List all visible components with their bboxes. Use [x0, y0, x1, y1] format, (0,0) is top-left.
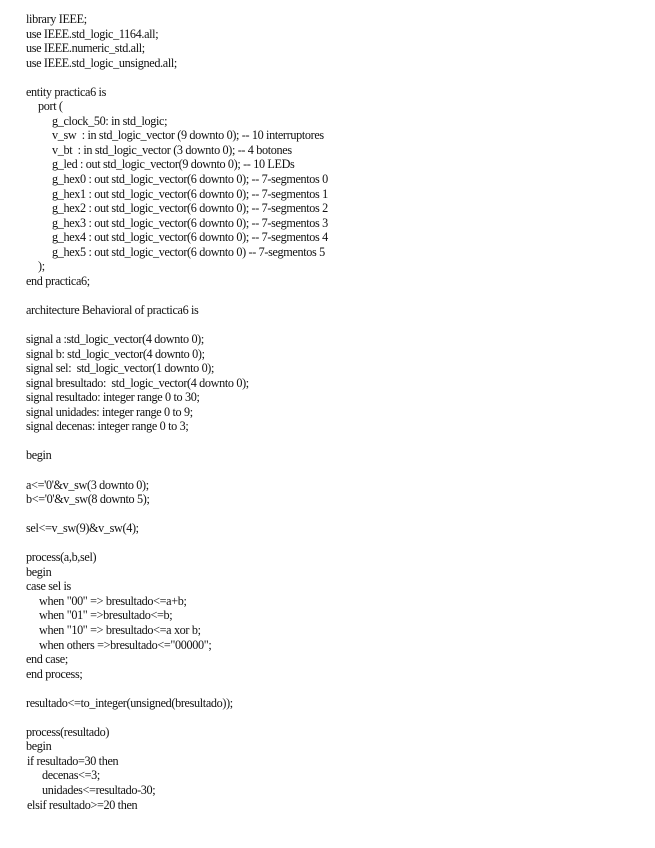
code-line: begin [26, 564, 52, 579]
code-line: begin [26, 739, 52, 754]
code-line: use IEEE.std_logic_1164.all; [26, 26, 159, 41]
blank-line [26, 288, 646, 303]
code-line: if resultado=30 then [27, 753, 119, 768]
code-line: entity practica6 is [26, 84, 106, 99]
code-line: use IEEE.numeric_std.all; [26, 41, 145, 56]
blank-line [26, 507, 646, 522]
code-line: begin [26, 448, 52, 463]
code-line: signal decenas: integer range 0 to 3; [26, 419, 189, 434]
code-line: g_hex0 : out std_logic_vector(6 downto 0); -- 7-segmentos 0 [52, 172, 328, 187]
code-line: port ( [38, 99, 63, 114]
code-line: when "10" => bresultado<=a xor b; [39, 622, 201, 637]
code-line: b<='0'&v_sw(8 downto 5); [26, 492, 150, 507]
code-line: signal a :std_logic_vector(4 downto 0); [26, 332, 204, 347]
code-line: library IEEE; [26, 12, 87, 26]
code-line: g_hex3 : out std_logic_vector(6 downto 0); -- 7-segmentos 3 [52, 215, 328, 230]
code-line: unidades<=resultado-30; [42, 782, 156, 797]
code-line: end process; [26, 666, 83, 681]
code-line: sel<=v_sw(9)&v_sw(4); [26, 521, 139, 536]
code-line: when "00" => bresultado<=a+b; [39, 593, 187, 608]
code-line: end case; [26, 652, 68, 667]
blank-line [26, 710, 646, 725]
code-line: v_sw : in std_logic_vector (9 downto 0); -- 10 interruptores [52, 128, 324, 143]
code-line: signal bresultado: std_logic_vector(4 downto 0); [26, 375, 249, 390]
code-line: signal sel: std_logic_vector(1 downto 0); [26, 361, 215, 376]
code-line: use IEEE.std_logic_unsigned.all; [26, 55, 177, 70]
code-line: g_hex4 : out std_logic_vector(6 downto 0); -- 7-segmentos 4 [52, 230, 328, 245]
code-line: signal b: std_logic_vector(4 downto 0); [26, 346, 205, 361]
blank-line [26, 463, 646, 478]
code-line: v_bt : in std_logic_vector (3 downto 0); -- 4 botones [52, 142, 292, 157]
blank-line [26, 536, 646, 551]
code-line: resultado<=to_integer(unsigned(bresultado)); [26, 695, 233, 710]
code-line: elsif resultado>=20 then [27, 797, 138, 812]
blank-line [26, 434, 646, 449]
blank-line [26, 70, 646, 85]
blank-line [26, 681, 646, 696]
code-line: g_led : out std_logic_vector(9 downto 0); -- 10 LEDs [52, 157, 295, 172]
code-line: g_clock_50: in std_logic; [52, 113, 168, 128]
code-line: g_hex5 : out std_logic_vector(6 downto 0) -- 7-segmentos 5 [52, 244, 325, 259]
code-document [26, 12, 646, 812]
code-line: case sel is [26, 579, 71, 594]
code-line: signal unidades: integer range 0 to 9; [26, 404, 193, 419]
blank-line [26, 317, 646, 332]
code-line: decenas<=3; [42, 768, 100, 783]
code-line: a<='0'&v_sw(3 downto 0); [26, 477, 149, 492]
code-line: ); [38, 259, 45, 274]
code-line: g_hex2 : out std_logic_vector(6 downto 0); -- 7-segmentos 2 [52, 201, 328, 216]
code-line: when others =>bresultado<="00000"; [39, 637, 212, 652]
code-line: signal resultado: integer range 0 to 30; [26, 390, 200, 405]
code-line: when "01" =>bresultado<=b; [39, 608, 173, 623]
code-line: g_hex1 : out std_logic_vector(6 downto 0); -- 7-segmentos 1 [52, 186, 328, 201]
code-line: process(a,b,sel) [26, 550, 97, 565]
code-line: process(resultado) [26, 724, 110, 739]
code-line: architecture Behavioral of practica6 is [26, 302, 199, 317]
code-line: end practica6; [26, 273, 90, 288]
